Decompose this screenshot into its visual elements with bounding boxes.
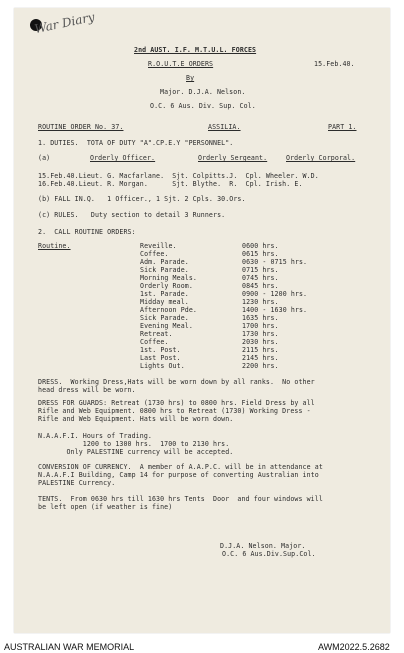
order-number: ROUTINE ORDER No. 37. bbox=[38, 123, 124, 131]
routine-event: Coffee. bbox=[140, 250, 169, 258]
routine-event: Sick Parade. bbox=[140, 266, 189, 274]
signature-role: O.C. 6 Aus.Div.Sup.Col. bbox=[222, 550, 316, 558]
routine-time: 1700 hrs. bbox=[242, 322, 279, 330]
routine-time: 0845 hrs. bbox=[242, 282, 279, 290]
routine-row bbox=[140, 267, 340, 274]
by-line: By bbox=[186, 74, 195, 82]
duties-c-line: (c) RULES. Duty section to detail 3 Runners. bbox=[38, 211, 226, 219]
duty-row: 15.Feb.40.Lieut. G. Macfarlane. Sjt. Colpitts.J. Cpl. Wheeler. W.D. bbox=[38, 172, 319, 180]
guards-paragraph-line: DRESS FOR GUARDS: Retreat (1730 hrs) to 0800 hrs. Field Dress by all bbox=[38, 399, 315, 407]
routine-row bbox=[140, 291, 340, 298]
currency-paragraph-line: N.A.A.F.I Building, Camp 14 for purpose of converting Australian into bbox=[38, 471, 319, 479]
routine-event: Evening Meal. bbox=[140, 322, 193, 330]
tents-paragraph-line: TENTS. From 0630 hrs till 1630 hrs Tents Door and four windows will bbox=[38, 495, 323, 503]
routine-row bbox=[140, 355, 340, 362]
routine-time: 0715 hrs. bbox=[242, 266, 279, 274]
guards-paragraph-line: Rifle and Web Equipment. Hats will be worn down. bbox=[38, 415, 234, 423]
unit-heading: 2nd AUST. I.F. M.T.U.L. FORCES bbox=[134, 46, 257, 54]
routine-row bbox=[140, 339, 340, 346]
routine-label: Routine. bbox=[38, 242, 71, 250]
routine-row bbox=[140, 283, 340, 290]
naafi-paragraph-line: 1200 to 1300 hrs. 1700 to 2130 hrs. bbox=[38, 440, 230, 448]
routine-row bbox=[140, 307, 340, 314]
issuing-officer: Major. D.J.A. Nelson. bbox=[160, 88, 246, 96]
issuing-role: O.C. 6 Aus. Div. Sup. Col. bbox=[150, 102, 256, 110]
routine-time: 1730 hrs. bbox=[242, 330, 279, 338]
handwritten-annotation: War Diary bbox=[33, 9, 96, 37]
col-orderly-corporal: Orderly Corporal. bbox=[286, 154, 356, 162]
routine-event: Last Post. bbox=[140, 354, 181, 362]
routine-time: 0745 hrs. bbox=[242, 274, 279, 282]
routine-event: Sick Parade. bbox=[140, 314, 189, 322]
naafi-paragraph-line: N.A.A.F.I. Hours of Trading. bbox=[38, 432, 152, 440]
routine-time: 0900 - 1200 hrs. bbox=[242, 290, 308, 298]
routine-event: Orderly Room. bbox=[140, 282, 193, 290]
routine-row bbox=[140, 347, 340, 354]
signature-name: D.J.A. Nelson. Major. bbox=[220, 542, 306, 550]
dress-paragraph-line: DRESS. Working Dress,Hats will be worn down by all ranks. No other bbox=[38, 378, 315, 386]
routine-event: Afternoon Pde. bbox=[140, 306, 197, 314]
routine-row bbox=[140, 243, 340, 250]
routine-event: Morning Meals. bbox=[140, 274, 197, 282]
naafi-paragraph-line: Only PALESTINE currency will be accepted. bbox=[38, 448, 234, 456]
routine-time: 0615 hrs. bbox=[242, 250, 279, 258]
document-type: R.O.U.T.E ORDERS bbox=[148, 60, 214, 68]
duties-heading: 1. DUTIES. TOTA OF DUTY "A".CP.E.Y "PERSONNEL". bbox=[38, 139, 234, 147]
routine-event: Lights Out. bbox=[140, 362, 185, 370]
duties-a-label: (a) bbox=[38, 154, 51, 162]
routine-time: 1635 hrs. bbox=[242, 314, 279, 322]
routine-event: Retreat. bbox=[140, 330, 173, 338]
order-part: PART 1. bbox=[328, 123, 357, 131]
routine-event: Coffee. bbox=[140, 338, 169, 346]
routine-heading: 2. CALL ROUTINE ORDERS: bbox=[38, 228, 136, 236]
routine-time: 1230 hrs. bbox=[242, 298, 279, 306]
archive-reference: AWM2022.5.2682 bbox=[318, 642, 390, 652]
routine-row bbox=[140, 299, 340, 306]
routine-time: 1400 - 1630 hrs. bbox=[242, 306, 308, 314]
routine-time: 2200 hrs. bbox=[242, 362, 279, 370]
routine-time: 2030 hrs. bbox=[242, 338, 279, 346]
archive-footer bbox=[0, 640, 404, 653]
guards-paragraph-line: Rifle and Web Equipment. 0800 hrs to Retreat (1730) Working Dress - bbox=[38, 407, 311, 415]
routine-time: 0600 hrs. bbox=[242, 242, 279, 250]
routine-row bbox=[140, 259, 340, 266]
routine-event: 1st. Post. bbox=[140, 346, 181, 354]
currency-paragraph-line: PALESTINE Currency. bbox=[38, 479, 116, 487]
dress-paragraph-line: head dress will be worn. bbox=[38, 386, 136, 394]
routine-row bbox=[140, 363, 340, 370]
duty-row: 16.Feb.40.Lieut. R. Morgan. Sjt. Blythe. R. Cpl. Irish. E. bbox=[38, 180, 303, 188]
col-orderly-sergeant: Orderly Sergeant. bbox=[198, 154, 268, 162]
tents-paragraph-line: be left open (if weather is fine) bbox=[38, 503, 173, 511]
currency-paragraph-line: CONVERSION OF CURRENCY. A member of A.A.P.C. will be in attendance at bbox=[38, 463, 323, 471]
routine-event: Midday meal. bbox=[140, 298, 189, 306]
document-date: 15.Feb.40. bbox=[314, 60, 355, 68]
routine-time: 2145 hrs. bbox=[242, 354, 279, 362]
routine-time: 2115 hrs. bbox=[242, 346, 279, 354]
routine-row bbox=[140, 323, 340, 330]
archive-name: AUSTRALIAN WAR MEMORIAL bbox=[4, 642, 135, 652]
duties-b-line: (b) FALL IN.Q. 1 Officer., 1 Sjt. 2 Cpls. 30.Ors. bbox=[38, 195, 246, 203]
routine-event: 1st. Parade. bbox=[140, 290, 189, 298]
routine-event: Adm. Parade. bbox=[140, 258, 189, 266]
routine-event: Reveille. bbox=[140, 242, 177, 250]
col-orderly-officer: Orderly Officer. bbox=[90, 154, 156, 162]
routine-row bbox=[140, 275, 340, 282]
routine-row bbox=[140, 251, 340, 258]
order-place: ASSILIA. bbox=[208, 123, 241, 131]
routine-time: 0630 - 0715 hrs. bbox=[242, 258, 308, 266]
routine-row bbox=[140, 315, 340, 322]
routine-row bbox=[140, 331, 340, 338]
